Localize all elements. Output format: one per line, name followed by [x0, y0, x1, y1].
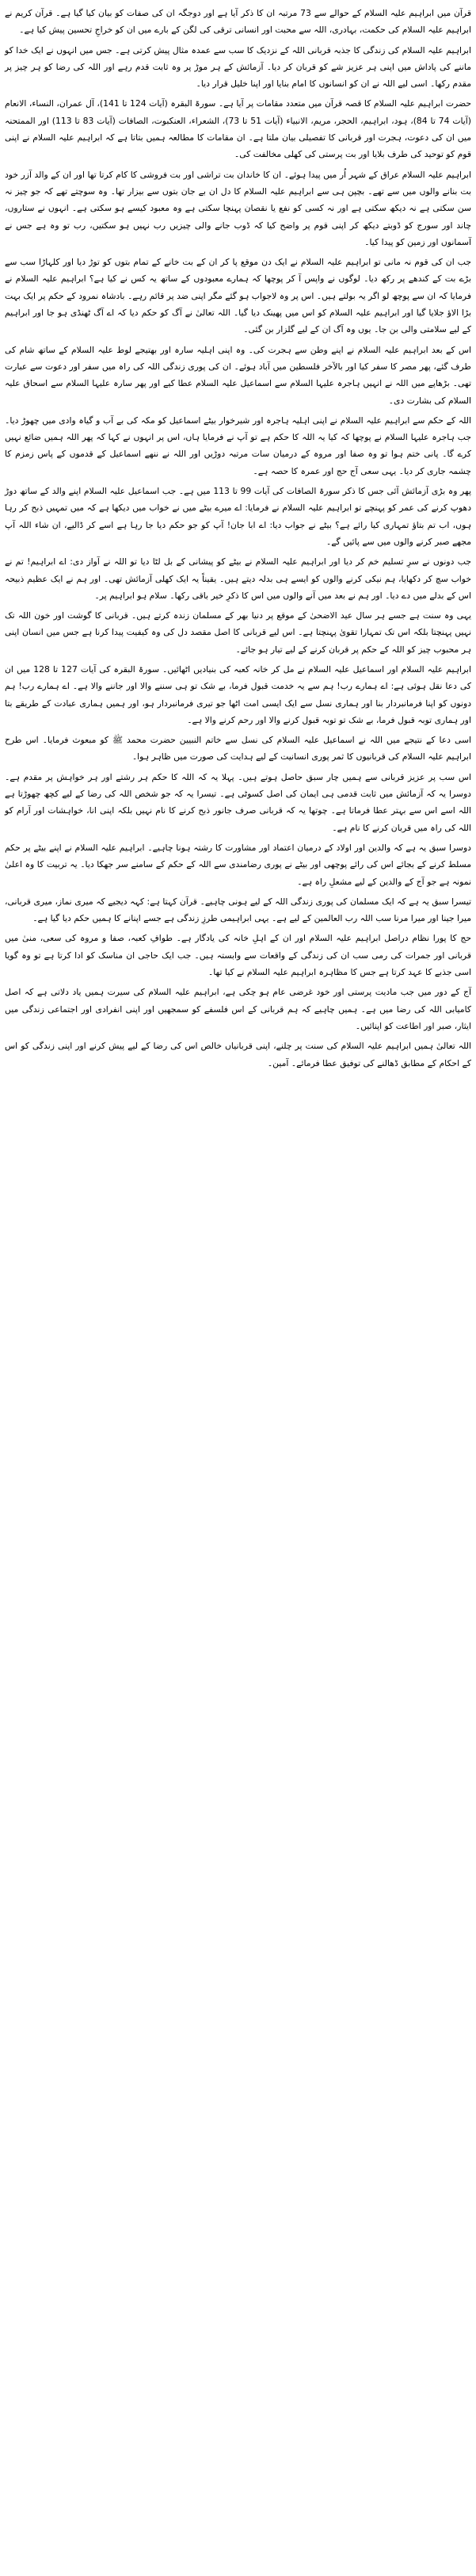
paragraph: تیسرا سبق یہ ہے کہ ایک مسلمان کی پوری زندگی اللہ کے لیے ہونی چاہیے۔ قرآن کہتا ہے: کہہ دیجیے کہ میری نماز، میری قربانی، میرا جینا اور میرا مرنا سب اللہ رب العالمین کے لیے ہے۔ یہی ابراہیمی طرزِ زندگی ہے جسے اپنانے کا ہمیں حکم دیا گیا ہے۔ [5, 896, 471, 924]
paragraph: حضرت ابراہیم علیہ السلام کا قصہ قرآن میں متعدد مقامات پر آیا ہے۔ سورۃ البقرہ (آیات 124 تا 141)، آل عمران، النساء، الانعام (آیات 74 تا 84)، ہود، ابراہیم، الحجر، مریم، الانبیاء (آیات 51 تا 73)، الشعراء، العنکبوت، الصافات (آیات 83 تا 113) اور الممتحنہ میں ان کی دعوت، ہجرت اور قربانی کا تفصیلی بیان ملتا ہے۔ ان مقامات کا مطالعہ ہمیں بتاتا ہے کہ ابراہیم علیہ السلام نے اپنی قوم کو توحید کی طرف بلایا اور بت پرستی کی کھلی مخالفت کی۔ [5, 98, 471, 160]
paragraph: حج کا پورا نظام دراصل ابراہیم علیہ السلام اور ان کے اہلِ خانہ کی یادگار ہے۔ طوافِ کعبہ، صفا و مروہ کی سعی، منیٰ میں قربانی اور جمرات کی رمی سب ان کی زندگی کے واقعات سے وابستہ ہیں۔ جب ایک حاجی ان مناسک کو ادا کرتا ہے تو وہ گویا اسی جذبے کا عہد کرتا ہے جس کا مظاہرہ ابراہیم علیہ السلام نے کیا تھا۔ [5, 933, 471, 978]
paragraph: ابراہیم علیہ السلام اور اسماعیل علیہ السلام نے مل کر خانہ کعبہ کی بنیادیں اٹھائیں۔ سورۃ البقرہ کی آیات 127 تا 128 میں ان کی دعا نقل ہوئی ہے: اے ہمارے رب! ہم سے یہ خدمت قبول فرما، بے شک تو ہی سننے والا اور جاننے والا ہے۔ اے ہمارے رب! ہم دونوں کو اپنا فرمانبردار بنا اور ہماری نسل سے ایک ایسی امت اٹھا جو تیری فرمانبردار ہو، اور ہمیں ہماری عبادت کے طریقے بتا اور ہماری توبہ قبول فرما، بے شک تو توبہ قبول کرنے والا اور رحم کرنے والا ہے۔ [5, 663, 471, 725]
paragraph: ابراہیم علیہ السلام عراق کے شہر اُر میں پیدا ہوئے۔ ان کا خاندان بت تراشی اور بت فروشی کا کام کرتا تھا اور ان کے والد آزر خود بت بنانے والوں میں سے تھے۔ بچپن ہی سے ابراہیم علیہ السلام کا دل ان بے جان بتوں سے بیزار تھا۔ وہ سوچتے تھے کہ جو چیز نہ سن سکتی ہے نہ دیکھ سکتی ہے اور نہ کسی کو نفع یا نقصان پہنچا سکتی ہے وہ معبود کیسے ہو سکتی ہے۔ انہوں نے ستاروں، چاند اور سورج کو ڈوبتے دیکھ کر اپنی قوم پر واضح کیا کہ ڈوب جانے والی چیزیں رب نہیں ہو سکتیں، رب تو وہ ہے جس نے آسمانوں اور زمین کو پیدا کیا۔ [5, 169, 471, 247]
paragraph: اس کے بعد ابراہیم علیہ السلام نے اپنے وطن سے ہجرت کی۔ وہ اپنی اہلیہ سارہ اور بھتیجے لوط علیہ السلام کے ساتھ شام کی طرف گئے، پھر مصر کا سفر کیا اور بالآخر فلسطین میں آباد ہوئے۔ ان کی پوری زندگی اللہ کی راہ میں سفر اور دعوت سے عبارت تھی۔ بڑھاپے میں اللہ نے انہیں ہاجرہ علیہا السلام سے اسماعیل علیہ السلام عطا کیے اور پھر سارہ علیہا السلام سے اسحاق علیہ السلام کی بشارت دی۔ [5, 344, 471, 406]
paragraph: آج کے دور میں جب مادیت پرستی اور خود غرضی عام ہو چکی ہے، ابراہیم علیہ السلام کی سیرت ہمیں یاد دلاتی ہے کہ اصل کامیابی اللہ کی رضا میں ہے۔ ہمیں چاہیے کہ ہم قربانی کے اس فلسفے کو سمجھیں اور اپنی انفرادی اور اجتماعی زندگی میں ایثار، صبر اور اطاعت کو اپنائیں۔ [5, 987, 471, 1031]
paragraph: دوسرا سبق یہ ہے کہ والدین اور اولاد کے درمیان اعتماد اور مشاورت کا رشتہ ہونا چاہیے۔ ابراہیم علیہ السلام نے اپنے بیٹے پر حکم مسلط کرنے کے بجائے اس کی رائے پوچھی اور بیٹے نے پوری رضامندی سے اللہ کے حکم کے سامنے سر جھکا دیا۔ یہ تربیت کا وہ اعلیٰ نمونہ ہے جو آج کے والدین کے لیے مشعلِ راہ ہے۔ [5, 842, 471, 887]
paragraph: جب ان کی قوم نہ مانی تو ابراہیم علیہ السلام نے ایک دن موقع پا کر ان کے بت خانے کے تمام بتوں کو توڑ دیا اور کلہاڑا سب سے بڑے بت کے کندھے پر رکھ دیا۔ لوگوں نے واپس آ کر پوچھا کہ ہمارے معبودوں کے ساتھ یہ کس نے کیا ہے؟ ابراہیم علیہ السلام نے فرمایا کہ ان سے پوچھ لو اگر یہ بولتے ہیں۔ اس پر وہ لاجواب ہو گئے مگر اپنی ضد پر قائم رہے۔ بادشاہ نمرود کے حکم پر ایک بہت بڑا الاؤ جلایا گیا اور ابراہیم علیہ السلام کو اس میں پھینک دیا گیا۔ اللہ تعالیٰ نے آگ کو حکم دیا کہ اے آگ ٹھنڈی ہو جا اور ابراہیم کے لیے سلامتی والی بن جا۔ یوں وہ آگ ان کے لیے گلزار بن گئی۔ [5, 257, 471, 335]
paragraph: یہی وہ سنت ہے جسے ہر سال عید الاضحیٰ کے موقع پر دنیا بھر کے مسلمان زندہ کرتے ہیں۔ قربانی کا گوشت اور خون اللہ تک نہیں پہنچتا بلکہ اس تک تمہارا تقویٰ پہنچتا ہے۔ اس لیے قربانی کا اصل مقصد دل کی وہ کیفیت پیدا کرنا ہے جس میں انسان اپنی ہر محبوب چیز کو اللہ کے حکم پر قربان کرنے کے لیے تیار ہو جائے۔ [5, 610, 471, 655]
paragraph: جب دونوں نے سرِ تسلیم خم کر دیا اور ابراہیم علیہ السلام نے بیٹے کو پیشانی کے بل لٹا دیا تو اللہ نے آواز دی: اے ابراہیم! تم نے خواب سچ کر دکھایا، ہم نیکی کرنے والوں کو ایسے ہی بدلہ دیتے ہیں۔ یقیناً یہ ایک کھلی آزمائش تھی۔ اور ہم نے ایک عظیم ذبیحہ اس کے بدلے میں دے دیا۔ اور ہم نے بعد میں آنے والوں میں اس کا ذکرِ خیر باقی رکھا۔ سلام ہو ابراہیم پر۔ [5, 556, 471, 601]
paragraph: اللہ کے حکم سے ابراہیم علیہ السلام نے اپنی اہلیہ ہاجرہ اور شیرخوار بیٹے اسماعیل کو مکہ کی بے آب و گیاہ وادی میں چھوڑ دیا۔ جب ہاجرہ علیہا السلام نے پوچھا کہ کیا یہ اللہ کا حکم ہے تو آپ نے فرمایا ہاں، اس پر انہوں نے کہا کہ پھر اللہ ہمیں ضائع نہیں کرے گا۔ پانی ختم ہوا تو وہ صفا اور مروہ کے درمیان سات مرتبہ دوڑیں اور اللہ نے ننھے اسماعیل کے قدموں کے پاس زمزم کا چشمہ جاری کر دیا۔ یہی سعی آج حج اور عمرہ کا حصہ ہے۔ [5, 415, 471, 476]
paragraph: اس سب پر عزیز قربانی سے ہمیں چار سبق حاصل ہوتے ہیں۔ پہلا یہ کہ اللہ کا حکم ہر رشتے اور ہر خواہش پر مقدم ہے۔ دوسرا یہ کہ آزمائش میں ثابت قدمی ہی ایمان کی اصل کسوٹی ہے۔ تیسرا یہ کہ جو شخص اللہ کی رضا کے لیے کچھ چھوڑتا ہے اللہ اسے اس سے بہتر عطا فرماتا ہے۔ چوتھا یہ کہ قربانی صرف جانور ذبح کرنے کا نام نہیں بلکہ اپنی انا، خواہشات اور آرام کو اللہ کی راہ میں قربان کرنے کا نام ہے۔ [5, 771, 471, 833]
paragraph: اللہ تعالیٰ ہمیں ابراہیم علیہ السلام کی سنت پر چلنے، اپنی قربانیاں خالص اس کی رضا کے لیے پیش کرنے اور اپنی زندگی کو اس کے احکام کے مطابق ڈھالنے کی توفیق عطا فرمائے۔ آمین۔ [5, 1041, 471, 1068]
paragraph: ابراہیم علیہ السلام کی زندگی کا جذبہ قربانی اللہ کے نزدیک کا سب سے عمدہ مثال پیش کرتی ہے۔ جس میں انہوں نے ایک خدا کو ماننے کی پاداش میں اپنی ہر عزیز شے کو قربان کر دیا۔ آزمائش کے ہر موڑ پر وہ ثابت قدم رہے اور اللہ کی رضا کو ہر چیز پر مقدم رکھا۔ اسی لیے اللہ نے ان کو انسانوں کا امام بنایا اور اپنا خلیل قرار دیا۔ [5, 44, 471, 90]
paragraph: پھر وہ بڑی آزمائش آئی جس کا ذکر سورۃ الصافات کی آیات 99 تا 113 میں ہے۔ جب اسماعیل علیہ السلام اپنے والد کے ساتھ دوڑ دھوپ کرنے کی عمر کو پہنچے تو ابراہیم علیہ السلام نے فرمایا: اے میرے بیٹے میں نے خواب میں دیکھا ہے کہ میں تمہیں ذبح کر رہا ہوں، اب تم بتاؤ تمہاری کیا رائے ہے؟ بیٹے نے جواب دیا: اے ابا جان! آپ کو جو حکم دیا جا رہا ہے اسے کر ڈالیے، ان شاء اللہ آپ مجھے صبر کرنے والوں میں سے پائیں گے۔ [5, 486, 471, 547]
paragraph: اسی دعا کے نتیجے میں اللہ نے اسماعیل علیہ السلام کی نسل سے خاتم النبیین حضرت محمد ﷺ کو مبعوث فرمایا۔ اس طرح ابراہیم علیہ السلام کی قربانیوں کا ثمر پوری انسانیت کے لیے ہدایت کی صورت میں ظاہر ہوا۔ [5, 735, 471, 762]
paragraph: قرآن میں ابراہیم علیہ السلام کے حوالے سے 73 مرتبہ ان کا ذکر آیا ہے اور دوجگہ ان کی صفات کو بیان کیا گیا ہے۔ قرآن کریم نے ابراہیم علیہ السلام کی حکمت، بہادری، اللہ سے محبت اور انسانی ترقی کی لگن کے بارے میں ان کو خراجِ تحسین پیش کیا ہے۔ [5, 8, 471, 36]
